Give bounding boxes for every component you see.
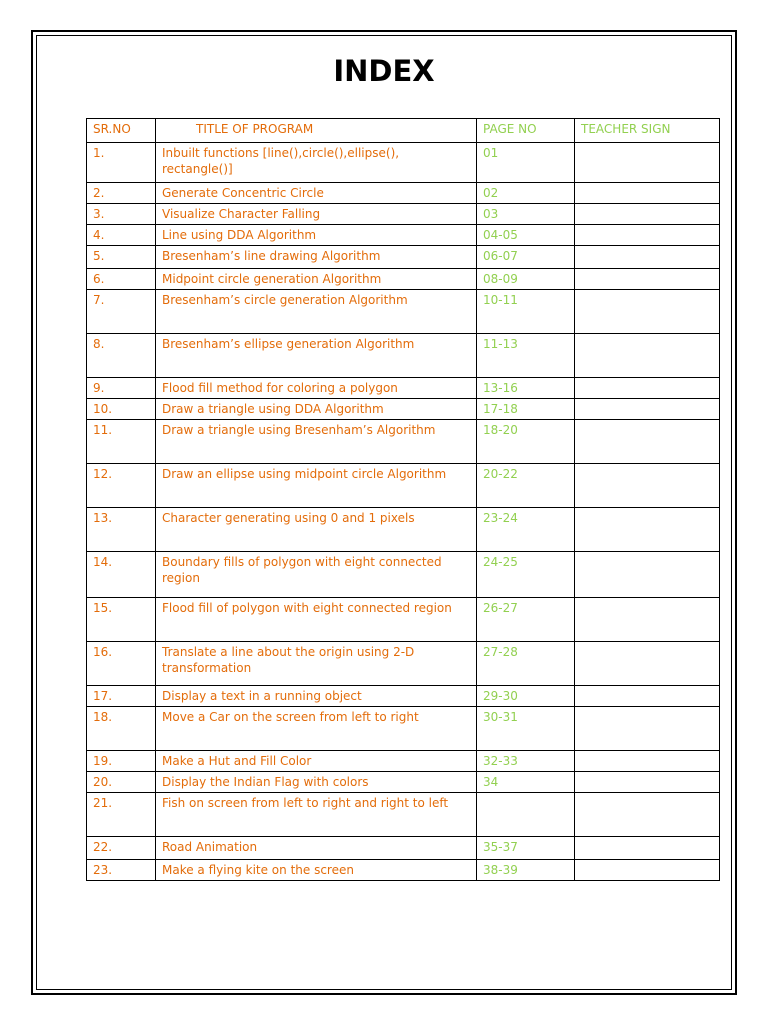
row-title: Flood fill of polygon with eight connected region	[156, 598, 477, 642]
row-teacher-sign	[575, 246, 720, 269]
row-title: Make a Hut and Fill Color	[156, 751, 477, 772]
row-title: Bresenham’s ellipse generation Algorithm	[156, 334, 477, 378]
row-teacher-sign	[575, 464, 720, 508]
row-title: Move a Car on the screen from left to right	[156, 707, 477, 751]
table-row	[87, 225, 720, 246]
row-sr-no: 8.	[87, 334, 156, 378]
row-title: Draw a triangle using DDA Algorithm	[156, 399, 477, 420]
row-teacher-sign	[575, 399, 720, 420]
row-sr-no: 1.	[87, 143, 156, 183]
row-teacher-sign	[575, 290, 720, 334]
row-sr-no: 12.	[87, 464, 156, 508]
row-title: Bresenham’s line drawing Algorithm	[156, 246, 477, 269]
row-page-no: 06-07	[477, 246, 575, 269]
row-page-no: 02	[477, 183, 575, 204]
row-sr-no: 16.	[87, 642, 156, 686]
row-teacher-sign	[575, 225, 720, 246]
row-page-no: 04-05	[477, 225, 575, 246]
table-row	[87, 246, 720, 269]
row-title: Display the Indian Flag with colors	[156, 772, 477, 793]
row-sr-no: 7.	[87, 290, 156, 334]
row-sr-no: 19.	[87, 751, 156, 772]
table-row	[87, 269, 720, 290]
row-page-no: 08-09	[477, 269, 575, 290]
row-sr-no: 21.	[87, 793, 156, 837]
table-row	[87, 642, 720, 686]
table-row	[87, 420, 720, 464]
table-row	[87, 837, 720, 860]
row-title: Flood fill method for coloring a polygon	[156, 378, 477, 399]
table-row	[87, 378, 720, 399]
row-page-no: 11-13	[477, 334, 575, 378]
row-sr-no: 20.	[87, 772, 156, 793]
table-row	[87, 686, 720, 707]
row-teacher-sign	[575, 508, 720, 552]
row-page-no: 26-27	[477, 598, 575, 642]
row-title: Bresenham’s circle generation Algorithm	[156, 290, 477, 334]
row-page-no: 38-39	[477, 860, 575, 881]
row-sr-no: 17.	[87, 686, 156, 707]
row-page-no: 18-20	[477, 420, 575, 464]
header-page-no: PAGE NO	[477, 119, 575, 143]
row-sr-no: 22.	[87, 837, 156, 860]
row-teacher-sign	[575, 707, 720, 751]
table-row	[87, 598, 720, 642]
table-row	[87, 399, 720, 420]
row-teacher-sign	[575, 143, 720, 183]
row-sr-no: 6.	[87, 269, 156, 290]
header-title	[156, 119, 477, 143]
row-title: Display a text in a running object	[156, 686, 477, 707]
row-title: Fish on screen from left to right and right to left	[156, 793, 477, 837]
row-teacher-sign	[575, 334, 720, 378]
header-title-label: TITLE OF PROGRAM	[196, 122, 314, 136]
row-teacher-sign	[575, 686, 720, 707]
row-title: Generate Concentric Circle	[156, 183, 477, 204]
row-sr-no: 9.	[87, 378, 156, 399]
table-row	[87, 183, 720, 204]
row-page-no: 03	[477, 204, 575, 225]
row-sr-no: 23.	[87, 860, 156, 881]
table-row	[87, 772, 720, 793]
table-row	[87, 707, 720, 751]
header-teacher-sign: TEACHER SIGN	[575, 119, 720, 143]
row-teacher-sign	[575, 598, 720, 642]
header-sr-no: SR.NO	[87, 119, 156, 143]
row-page-no: 30-31	[477, 707, 575, 751]
table-row	[87, 508, 720, 552]
row-sr-no: 2.	[87, 183, 156, 204]
row-title: Boundary fills of polygon with eight connected region	[156, 552, 477, 598]
row-page-no: 24-25	[477, 552, 575, 598]
row-teacher-sign	[575, 204, 720, 225]
row-title: Translate a line about the origin using 2-D transformation	[156, 642, 477, 686]
row-teacher-sign	[575, 420, 720, 464]
row-teacher-sign	[575, 552, 720, 598]
row-teacher-sign	[575, 183, 720, 204]
row-page-no: 34	[477, 772, 575, 793]
row-teacher-sign	[575, 837, 720, 860]
row-page-no: 17-18	[477, 399, 575, 420]
table-row	[87, 334, 720, 378]
row-sr-no: 3.	[87, 204, 156, 225]
row-page-no: 35-37	[477, 837, 575, 860]
row-title: Draw an ellipse using midpoint circle Algorithm	[156, 464, 477, 508]
row-page-no: 23-24	[477, 508, 575, 552]
row-sr-no: 4.	[87, 225, 156, 246]
row-page-no: 29-30	[477, 686, 575, 707]
row-page-no: 27-28	[477, 642, 575, 686]
table-row	[87, 143, 720, 183]
row-sr-no: 13.	[87, 508, 156, 552]
row-page-no	[477, 793, 575, 837]
row-page-no: 10-11	[477, 290, 575, 334]
table-row	[87, 751, 720, 772]
row-teacher-sign	[575, 860, 720, 881]
table-row	[87, 204, 720, 225]
row-title: Visualize Character Falling	[156, 204, 477, 225]
row-teacher-sign	[575, 642, 720, 686]
row-title: Make a flying kite on the screen	[156, 860, 477, 881]
row-page-no: 13-16	[477, 378, 575, 399]
table-row	[87, 290, 720, 334]
row-title: Character generating using 0 and 1 pixels	[156, 508, 477, 552]
index-table	[86, 118, 720, 881]
row-sr-no: 15.	[87, 598, 156, 642]
index-table-body	[87, 119, 720, 881]
table-header-row	[87, 119, 720, 143]
row-teacher-sign	[575, 378, 720, 399]
row-teacher-sign	[575, 269, 720, 290]
table-row	[87, 860, 720, 881]
row-title: Midpoint circle generation Algorithm	[156, 269, 477, 290]
row-sr-no: 18.	[87, 707, 156, 751]
row-title: Draw a triangle using Bresenham’s Algorithm	[156, 420, 477, 464]
row-sr-no: 14.	[87, 552, 156, 598]
table-row	[87, 552, 720, 598]
table-row	[87, 464, 720, 508]
row-page-no: 32-33	[477, 751, 575, 772]
row-title: Road Animation	[156, 837, 477, 860]
row-teacher-sign	[575, 772, 720, 793]
row-sr-no: 5.	[87, 246, 156, 269]
row-title: Inbuilt functions [line(),circle(),ellipse(), rectangle()]	[156, 143, 477, 183]
row-page-no: 01	[477, 143, 575, 183]
row-teacher-sign	[575, 751, 720, 772]
row-teacher-sign	[575, 793, 720, 837]
row-title: Line using DDA Algorithm	[156, 225, 477, 246]
page-title: INDEX	[333, 54, 435, 88]
row-sr-no: 10.	[87, 399, 156, 420]
table-row	[87, 793, 720, 837]
row-page-no: 20-22	[477, 464, 575, 508]
row-sr-no: 11.	[87, 420, 156, 464]
